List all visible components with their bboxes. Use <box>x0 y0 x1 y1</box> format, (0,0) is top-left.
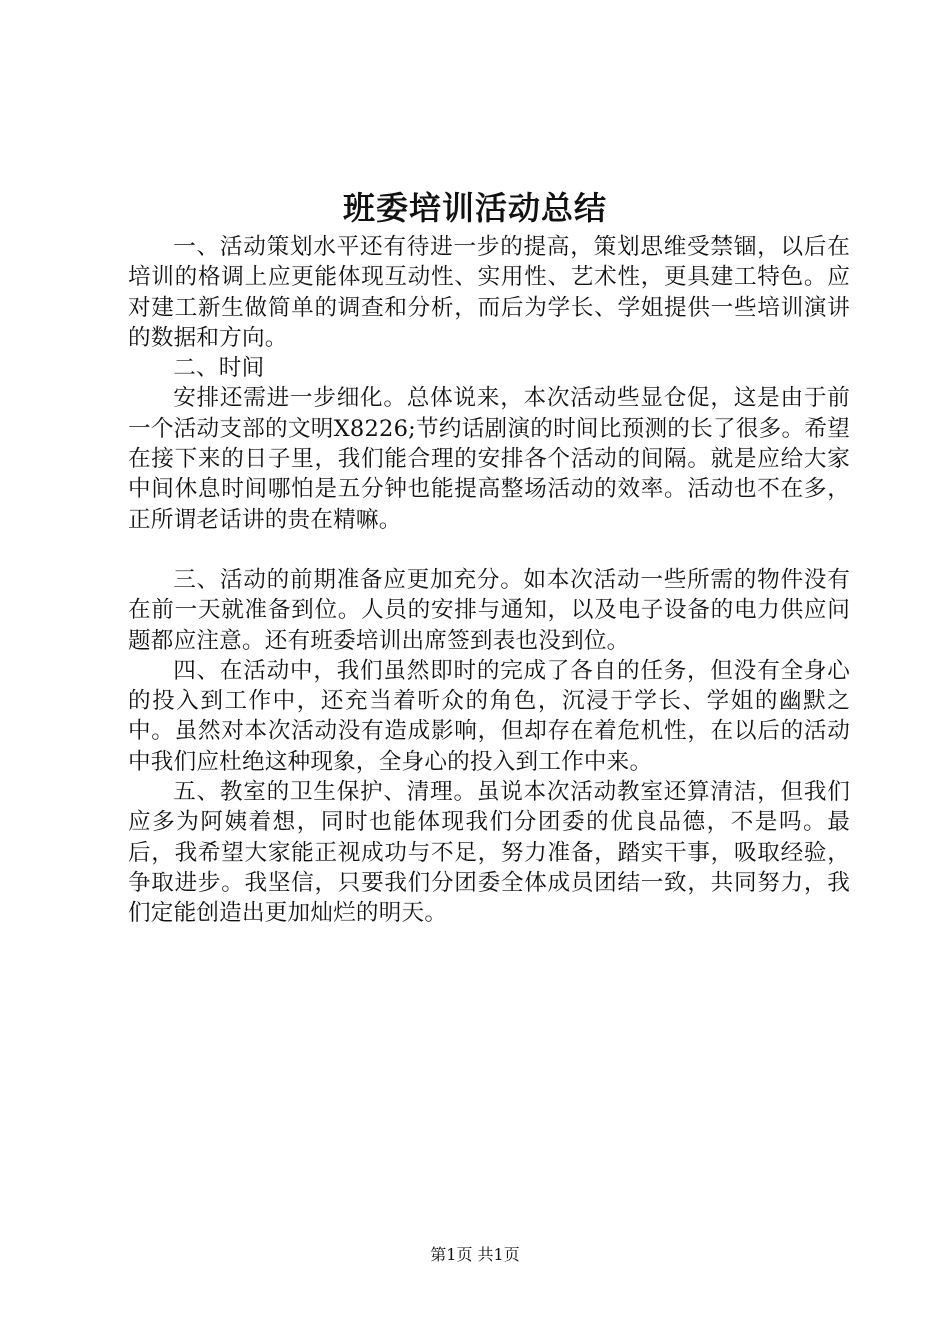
paragraph-classroom: 五、教室的卫生保护、清理。虽说本次活动教室还算清洁，但我们应多为阿姨着想，同时也能体现我们分团委的优良品德，不是吗。最后，我希望大家能正视成功与不足，努力准备，踏实干事，吸取经验，争取进步。我坚信，只要我们分团委全体成员团结一致，共同努力，我们定能创造出更加灿烂的明天。 <box>128 779 850 927</box>
paragraph-planning: 一、活动策划水平还有待进一步的提高，策划思维受禁锢，以后在培训的格调上应更能体现互动性、实用性、艺术性，更具建工特色。应对建工新生做简单的调查和分析，而后为学长、学姐提供一些培训演讲的数据和方向。 <box>128 234 850 351</box>
document-title: 班委培训活动总结 <box>342 189 607 227</box>
paragraph-time-heading: 二、时间 <box>173 355 265 382</box>
paragraph-schedule: 安排还需进一步细化。总体说来，本次活动些显仓促，这是由于前一个活动支部的文明X8226;节约话剧演的时间比预测的长了很多。希望在接下来的日子里，我们能合理的安排各个活动的间隔。就是应给大家中间休息时间哪怕是五分钟也能提高整场活动的效率。活动也不在多，正所谓老话讲的贵在精嘛。 <box>128 385 850 533</box>
document-body <box>128 232 850 929</box>
paragraph-engagement: 四、在活动中，我们虽然即时的完成了各自的任务，但没有全身心的投入到工作中，还充当着听众的角色，沉浸于学长、学姐的幽默之中。虽然对本次活动没有造成影响，但却存在着危机性，在以后的活动中我们应杜绝这种现象，全身心的投入到工作中来。 <box>128 657 850 775</box>
page-footer: 第1页 共1页 <box>430 1245 520 1264</box>
paragraph-preparation: 三、活动的前期准备应更加充分。如本次活动一些所需的物件没有在前一天就准备到位。人员的安排与通知，以及电子设备的电力供应问题都应注意。还有班委培训出席签到表也没到位。 <box>128 566 850 654</box>
